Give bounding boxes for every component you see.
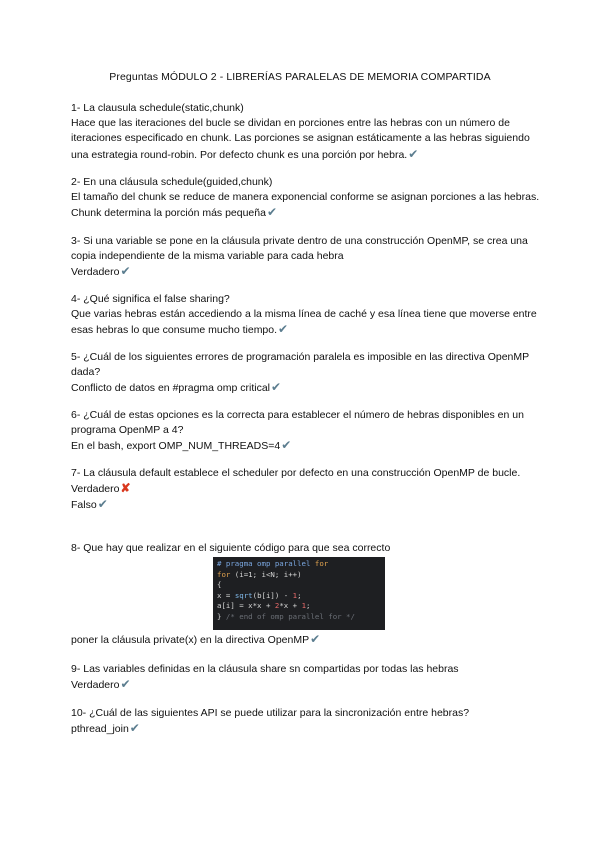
code-token: 1 <box>292 590 298 600</box>
question-answer: poner la cláusula private(x) en la directiva OpenMP✔ <box>71 632 321 646</box>
check-icon: ✔ <box>271 380 282 395</box>
question-2 <box>71 175 541 222</box>
code-token: sqrt <box>234 590 253 600</box>
cross-icon: ✘ <box>120 481 131 496</box>
code-token: 2 <box>274 601 280 611</box>
question-answer: pthread_join✔ <box>71 721 140 736</box>
code-token: } <box>217 611 226 621</box>
code-token: (i=1; i<N; i++) <box>230 569 302 579</box>
check-icon: ✔ <box>266 205 278 220</box>
question-heading: 8- Que hay que realizar en el siguiente código para que sea correcto <box>71 542 391 554</box>
question-answer: Verdadero✔ <box>71 677 131 692</box>
question-answer: Conflicto de datos en #pragma omp critical✔ <box>71 380 282 395</box>
question-9 <box>71 662 541 693</box>
question-6 <box>71 408 541 455</box>
check-icon: ✔ <box>278 322 289 337</box>
question-heading: 10- ¿Cuál de las siguientes API se puede utilizar para la sincronización entre hebras? <box>71 707 470 719</box>
check-icon: ✔ <box>408 146 419 161</box>
question-answer: En el bash, export OMP_NUM_THREADS=4✔ <box>71 438 292 453</box>
question-answer: El tamaño del chunk se reduce de manera exponencial conforme se asignan porciones a las hebras. Chunk determina la porción más pequeña✔ <box>71 191 540 220</box>
check-icon: ✔ <box>120 677 131 692</box>
code-token: /* end of omp parallel for */ <box>225 611 355 621</box>
check-icon: ✔ <box>120 264 131 279</box>
check-icon: ✔ <box>281 438 292 453</box>
code-snippet <box>213 557 385 630</box>
question-heading: 3- Si una variable se pone en la cláusula private dentro de una construcción OpenMP, se crea una copia independiente de la misma variable para cada hebra <box>71 235 528 263</box>
question-heading: 9- Las variables definidas en la cláusula share sn compartidas por todas las hebras <box>71 663 459 675</box>
code-token: { <box>217 580 222 590</box>
question-8-answer <box>71 632 541 648</box>
question-answer: Que varias hebras están accediendo a la misma línea de caché y esa línea tiene que moverse entre esas hebras lo que consume mucho tiempo.✔ <box>71 308 537 337</box>
code-token: ; <box>297 590 302 600</box>
code-token: x = <box>217 590 235 600</box>
code-token: ; <box>306 601 311 611</box>
question-heading: 4- ¿Qué significa el false sharing? <box>71 293 230 305</box>
check-icon: ✔ <box>97 497 108 512</box>
code-token: # pragma omp parallel <box>217 559 315 568</box>
code-token: (b[i]) - <box>252 590 293 600</box>
question-heading: 6- ¿Cuál de estas opciones es la correcta para establecer el número de hebras disponibles en un programa OpenMP a 4? <box>71 409 524 437</box>
question-8 <box>71 541 541 556</box>
check-icon: ✔ <box>129 721 140 736</box>
question-1 <box>71 101 541 163</box>
code-token: *x + <box>279 601 302 611</box>
question-3 <box>71 234 541 281</box>
code-token: a[i] = x*x + <box>217 601 275 611</box>
question-heading: 5- ¿Cuál de los siguientes errores de programación paralela es imposible en las directiva OpenMP dada? <box>71 351 529 379</box>
code-token: for <box>217 569 231 579</box>
question-7 <box>71 466 541 514</box>
question-heading: 2- En una cláusula schedule(guided,chunk) <box>71 176 273 188</box>
question-answer-wrong: Verdadero✘ <box>71 481 131 496</box>
code-token: for <box>314 559 329 568</box>
question-answer: Verdadero✔ <box>71 264 131 279</box>
question-10 <box>71 706 541 737</box>
question-answer: Falso✔ <box>71 497 108 512</box>
page-title: Preguntas MÓDULO 2 - LIBRERÍAS PARALELAS DE MEMORIA COMPARTIDA <box>109 71 491 83</box>
question-5 <box>71 350 541 397</box>
question-answer: Hace que las iteraciones del bucle se dividan en porciones entre las hebras con un número de iteraciones especificado en chunk. Las porciones se asignan estáticamente a las hebras siguiendo una estrategia round-robin. Por defecto chunk es una porción por hebra.✔ <box>71 117 530 161</box>
question-heading: 7- La cláusula default establece el scheduler por defecto en una construcción OpenMP de bucle. <box>71 467 521 479</box>
question-4 <box>71 292 541 339</box>
code-token: 1 <box>301 601 307 611</box>
check-icon: ✔ <box>310 632 321 646</box>
question-heading: 1- La clausula schedule(static,chunk) <box>71 102 244 114</box>
